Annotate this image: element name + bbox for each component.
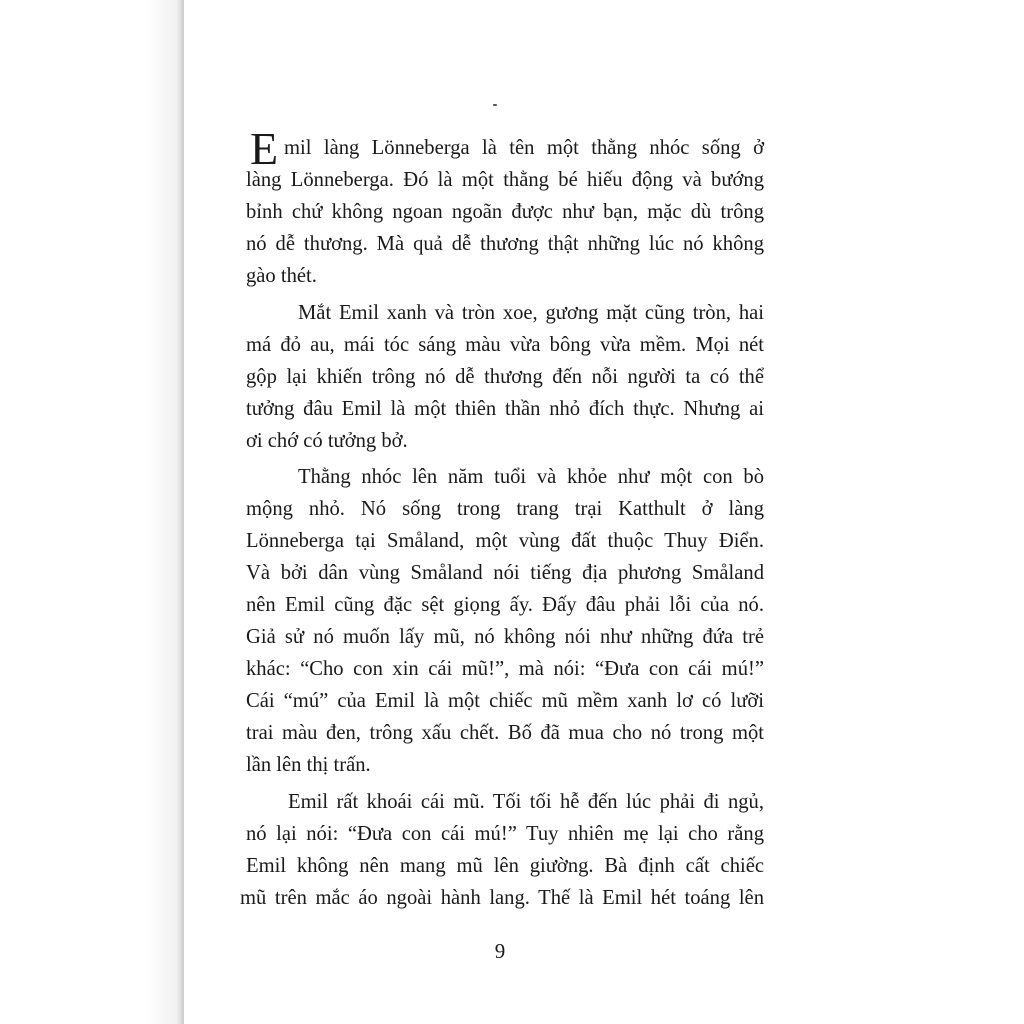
text-line: Emil rất khoái cái mũ. Tối tối hễ đến lúc phải đi ngủ,: [288, 790, 764, 813]
text-line: gộp lại khiến trông nó dễ thương đến nỗi người ta có thể: [246, 365, 764, 388]
text-line-content: mil làng Lönneberga là tên một thằng nhóc sống ở: [284, 137, 764, 159]
text-line: Thằng nhóc lên năm tuổi và khỏe như một con bò: [298, 466, 764, 488]
text-line: nó dễ thương. Mà quả dễ thương thật những lúc nó không: [246, 233, 764, 255]
text-line: Và bởi dân vùng Småland nói tiếng địa phương Småland: [246, 562, 764, 584]
paragraph-2: [246, 297, 764, 457]
text-line: nó lại nói: “Đưa con cái mú!” Tuy nhiên mẹ lại cho rằng: [246, 822, 764, 845]
text-line: Emil không nên mang mũ lên giường. Bà định cất chiếc: [246, 854, 764, 877]
text-line: gào thét.: [246, 265, 317, 287]
text-line: Giả sử nó muốn lấy mũ, nó không nói như những đứa trẻ: [246, 626, 764, 648]
text-line: mộng nhỏ. Nó sống trong trang trại Katthult ở làng: [246, 498, 764, 520]
text-line: làng Lönneberga. Đó là một thằng bé hiếu động và bướng: [246, 169, 764, 191]
page-number: 9: [494, 939, 506, 963]
text-line: tưởng đâu Emil là một thiên thần nhỏ đích thực. Nhưng ai: [246, 397, 764, 420]
paragraph-3: [246, 461, 764, 781]
body-text: [240, 123, 764, 914]
text-line: trai màu đen, trông xấu chết. Bố đã mua cho nó trong một: [246, 722, 764, 744]
paragraph-1: [246, 123, 764, 292]
print-speck: [493, 104, 497, 106]
text-line: má đỏ au, mái tóc sáng màu vừa bông vừa mềm. Mọi nét: [246, 333, 764, 356]
text-line: ơi chớ có tưởng bở.: [246, 429, 408, 452]
binding-edge: [182, 0, 184, 1024]
paragraph-4: [240, 786, 764, 914]
drop-cap: E: [250, 123, 279, 174]
text-line: lần lên thị trấn.: [246, 754, 371, 776]
text-line: Cái “mú” của Emil là một chiếc mũ mềm xanh lơ có lưỡi: [246, 690, 764, 712]
text-line: [246, 123, 764, 174]
text-line: khác: “Cho con xin cái mũ!”, mà nói: “Đưa con cái mú!”: [246, 658, 764, 680]
text-line: Mắt Emil xanh và tròn xoe, gương mặt cũng tròn, hai: [298, 301, 764, 324]
text-line: nên Emil cũng đặc sệt giọng ấy. Đấy đâu phải lỗi của nó.: [246, 594, 764, 616]
text-line: bỉnh chứ không ngoan ngoãn được như bạn, mặc dù trông: [246, 201, 764, 223]
text-line: Lönneberga tại Småland, một vùng đất thuộc Thuy Điển.: [246, 530, 764, 552]
text-line: mũ trên mắc áo ngoài hành lang. Thế là Emil hét toáng lên: [240, 886, 764, 909]
binding-shadow: [0, 0, 182, 1024]
